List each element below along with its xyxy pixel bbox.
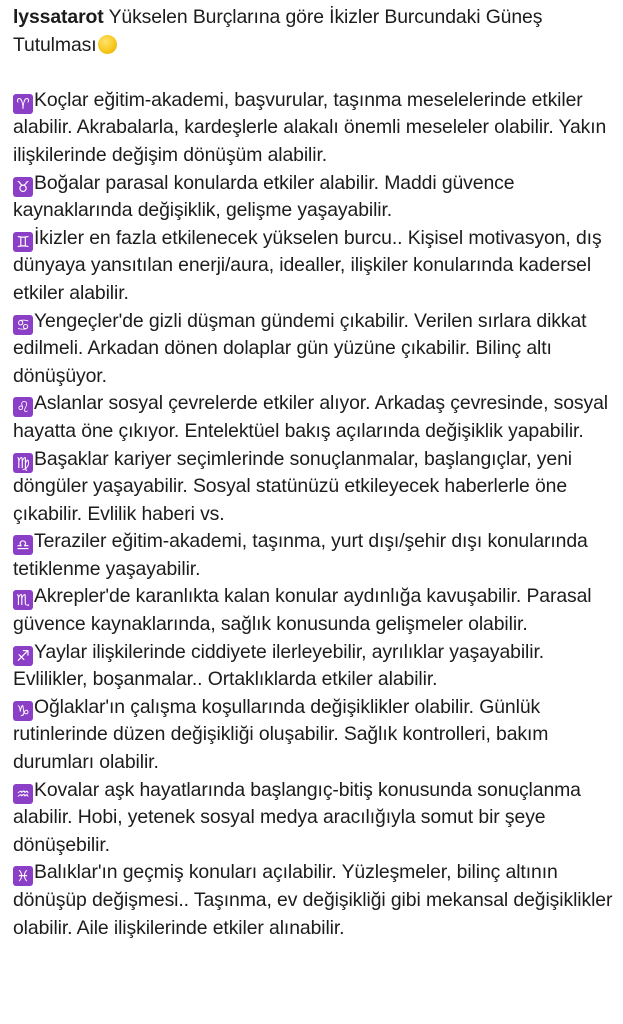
sign-entries-list bbox=[13, 87, 613, 942]
sign-entry-text: Yaylar ilişkilerinde ciddiyete ilerleyebilir, ayrılıklar yaşayabilir. Evlilikler, boşanmalar.. Ortaklıklarda etkiler alabilir. bbox=[13, 640, 545, 691]
cancer-icon: ♋ bbox=[13, 315, 33, 335]
sign-entry bbox=[13, 694, 613, 777]
sign-entry bbox=[13, 859, 613, 942]
sign-entry-text: Koçlar eğitim-akademi, başvurular, taşınma meselelerinde etkiler alabilir. Akrabalarla, kardeşlerle alakalı önemli meseleler olabilir. Yakın ilişkilerinde değişim dönüşüm alabilir. bbox=[13, 88, 607, 166]
sign-entry-text: Aslanlar sosyal çevrelerde etkiler alıyor. Arkadaş çevresinde, sosyal hayatta öne çıkıyor. Entelektüel bakış açılarında değişiklik yapabilir. bbox=[13, 392, 609, 442]
sign-entry bbox=[13, 308, 613, 391]
sign-entry bbox=[13, 225, 613, 308]
virgo-icon: ♍ bbox=[13, 453, 33, 473]
caption-spacer bbox=[13, 59, 613, 87]
caption-header bbox=[13, 4, 613, 59]
sign-entry-text: Yengeçler'de gizli düşman gündemi çıkabilir. Verilen sırlara dikkat edilmeli. Arkadan dönen dolaplar gün yüzüne çıkabilir. Bilinç altı dönüşüyor. bbox=[13, 309, 587, 387]
sign-entry bbox=[13, 528, 613, 583]
scorpio-icon: ♏ bbox=[13, 590, 33, 610]
sagittarius-icon: ♐ bbox=[13, 646, 33, 666]
sign-entry-text: İkizler en fazla etkilenecek yükselen burcu.. Kişisel motivasyon, dış dünyaya yansıtılan enerji/aura, idealler, ilişkiler konularında kadersel etkiler alabilir. bbox=[13, 226, 602, 304]
sign-entry bbox=[13, 583, 613, 638]
username[interactable]: lyssatarot bbox=[13, 6, 104, 28]
sign-entry-text: Oğlaklar'ın çalışma koşullarında değişiklikler olabilir. Günlük rutinlerinde düzen değişikliği oluşabilir. Sağlık kontrolleri, bakım durumları olabilir. bbox=[13, 695, 549, 774]
sign-entry-text: Teraziler eğitim-akademi, taşınma, yurt dışı/şehir dışı konularında tetiklenme yaşayabilir. bbox=[13, 530, 588, 580]
sign-entry bbox=[13, 390, 613, 445]
leo-icon: ♌ bbox=[13, 397, 33, 417]
sign-entry-text: Balıklar'ın geçmiş konuları açılabilir. Yüzleşmeler, bilinç altının dönüşüp değişmesi.. Taşınma, ev değişikliği gibi mekansal değişiklikler olabilir. Aile ilişkilerinde etkiler alınabilir. bbox=[13, 861, 613, 939]
taurus-icon: ♉ bbox=[13, 177, 33, 197]
sign-entry bbox=[13, 777, 613, 860]
sign-entry-text: Boğalar parasal konularda etkiler alabilir. Maddi güvence kaynaklarında değişiklik, gelişme yaşayabilir. bbox=[13, 171, 515, 222]
gemini-icon: ♊ bbox=[13, 232, 33, 252]
sign-entry bbox=[13, 170, 613, 225]
libra-icon: ♎ bbox=[13, 535, 33, 555]
moon-icon bbox=[98, 35, 117, 54]
aries-icon: ♈ bbox=[13, 94, 33, 114]
post-caption bbox=[13, 4, 613, 942]
aquarius-icon: ♒ bbox=[13, 784, 33, 804]
sign-entry bbox=[13, 87, 613, 170]
sign-entry-text: Başaklar kariyer seçimlerinde sonuçlanmalar, başlangıçlar, yeni döngüler yaşayabilir. Sosyal statünüzü etkileyecek haberlerle öne çıkabilir. Evlilik haberi vs. bbox=[13, 447, 572, 525]
pisces-icon: ♓ bbox=[13, 866, 33, 886]
sign-entry bbox=[13, 639, 613, 694]
post-title: Yükselen Burçlarına göre İkizler Burcundaki Güneş Tutulması bbox=[13, 6, 543, 56]
capricorn-icon: ♑ bbox=[13, 701, 33, 721]
sign-entry-text: Kovalar aşk hayatlarında başlangıç-bitiş konusunda sonuçlanma alabilir. Hobi, yetenek sosyal medya aracılığıyla somut bir şeye dönüşebilir. bbox=[13, 778, 581, 856]
sign-entry bbox=[13, 446, 613, 529]
sign-entry-text: Akrepler'de karanlıkta kalan konular aydınlığa kavuşabilir. Parasal güvence kaynaklarında, sağlık konusunda gelişmeler olabilir. bbox=[13, 585, 592, 636]
